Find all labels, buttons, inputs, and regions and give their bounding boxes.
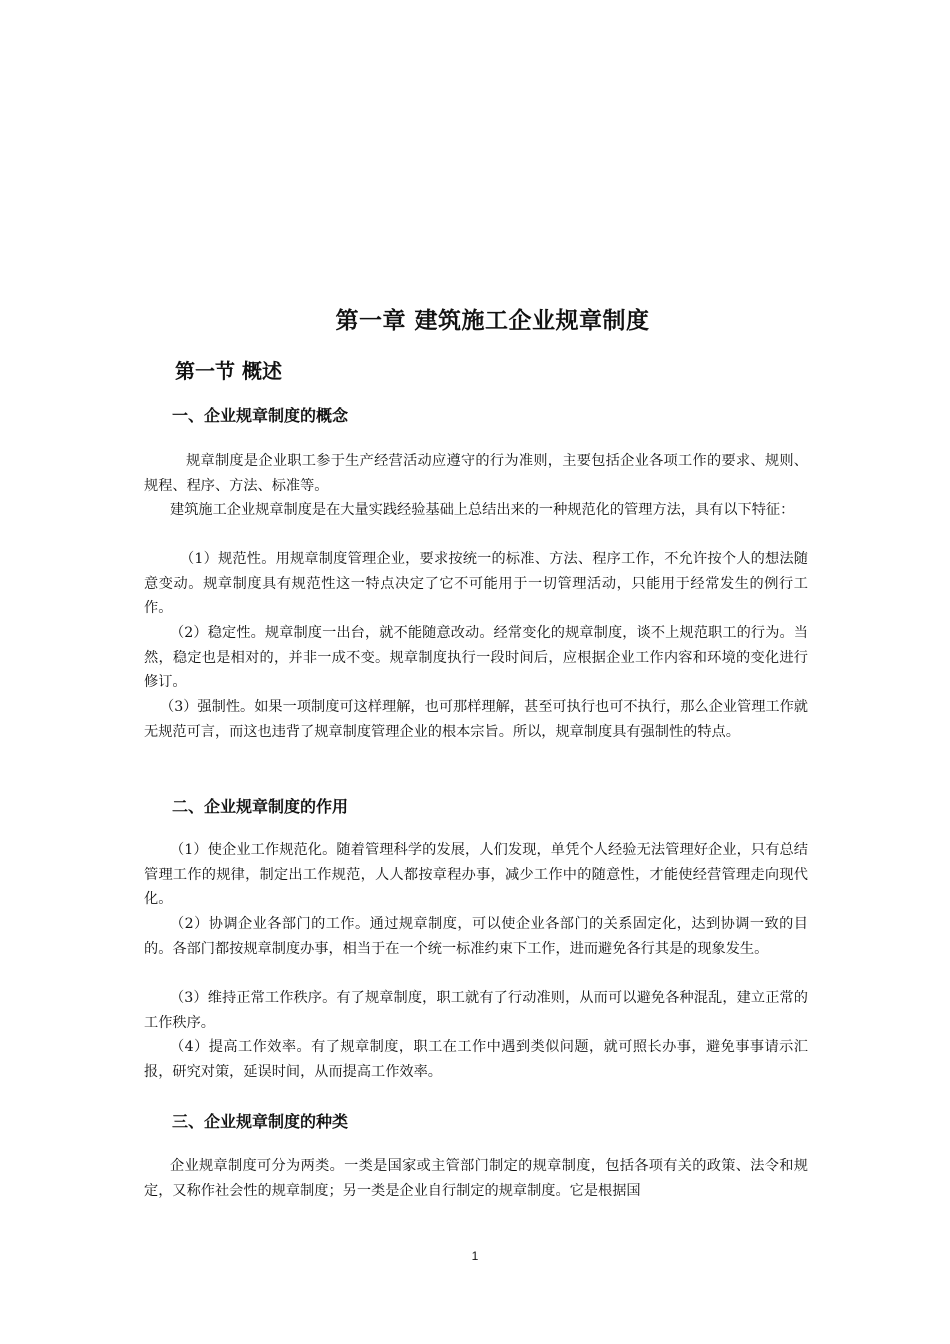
paragraph: （3）强制性。如果一项制度可这样理解，也可那样理解，甚至可执行也可不执行，那么企业管理工作就无规范可言，而这也违背了规章制度管理企业的根本宗旨。所以，规章制度具有强制性的特点。 [144,699,808,740]
paragraph: 建筑施工企业规章制度是在大量实践经验基础上总结出来的一种规范化的管理方法，具有以下特征： [170,502,795,518]
chapter-title: 第一章 建筑施工企业规章制度 [335,308,650,334]
paragraph: （2）协调企业各部门的工作。通过规章制度，可以使企业各部门的关系固定化，达到协调一致的目的。各部门都按规章制度办事，相当于在一个统一标准约束下工作，进而避免各行其是的现象发生。 [144,916,808,957]
paragraph: （1）规范性。用规章制度管理企业，要求按统一的标准、方法、程序工作，不允许按个人的想法随意变动。规章制度具有规范性这一特点决定了它不可能用于一切管理活动，只能用于经常发生的例行工作。 [144,551,808,617]
paragraph: 企业规章制度可分为两类。一类是国家或主管部门制定的规章制度，包括各项有关的政策、法令和规定，又称作社会性的规章制度；另一类是企业自行制定的规章制度。它是根据国 [144,1158,808,1199]
subsection-heading-types: 三、企业规章制度的种类 [172,1112,349,1131]
paragraph: （4）提高工作效率。有了规章制度，职工在工作中遇到类似问题，就可照长办事，避免事事请示汇报，研究对策，延误时间，从而提高工作效率。 [144,1039,808,1080]
page-number: 1 [471,1249,479,1263]
paragraph: 规章制度是企业职工参于生产经营活动应遵守的行为准则，主要包括企业各项工作的要求、规则、规程、程序、方法、标准等。 [144,453,808,494]
subsection-heading-concept: 一、企业规章制度的概念 [172,406,349,425]
section-title: 第一节 概述 [175,359,282,383]
subsection-heading-function: 二、企业规章制度的作用 [172,797,349,816]
paragraph: （2）稳定性。规章制度一出台，就不能随意改动。经常变化的规章制度，谈不上规范职工的行为。当然，稳定也是相对的，并非一成不变。规章制度执行一段时间后，应根据企业工作内容和环境的变化进行修订。 [144,625,808,691]
paragraph: （3）维持正常工作秩序。有了规章制度，职工就有了行动准则，从而可以避免各种混乱，建立正常的工作秩序。 [144,990,808,1031]
paragraph: （1）使企业工作规范化。随着管理科学的发展，人们发现，单凭个人经验无法管理好企业，只有总结管理工作的规律，制定出工作规范，人人都按章程办事，减少工作中的随意性，才能使经营管理走向现代化。 [144,842,808,908]
